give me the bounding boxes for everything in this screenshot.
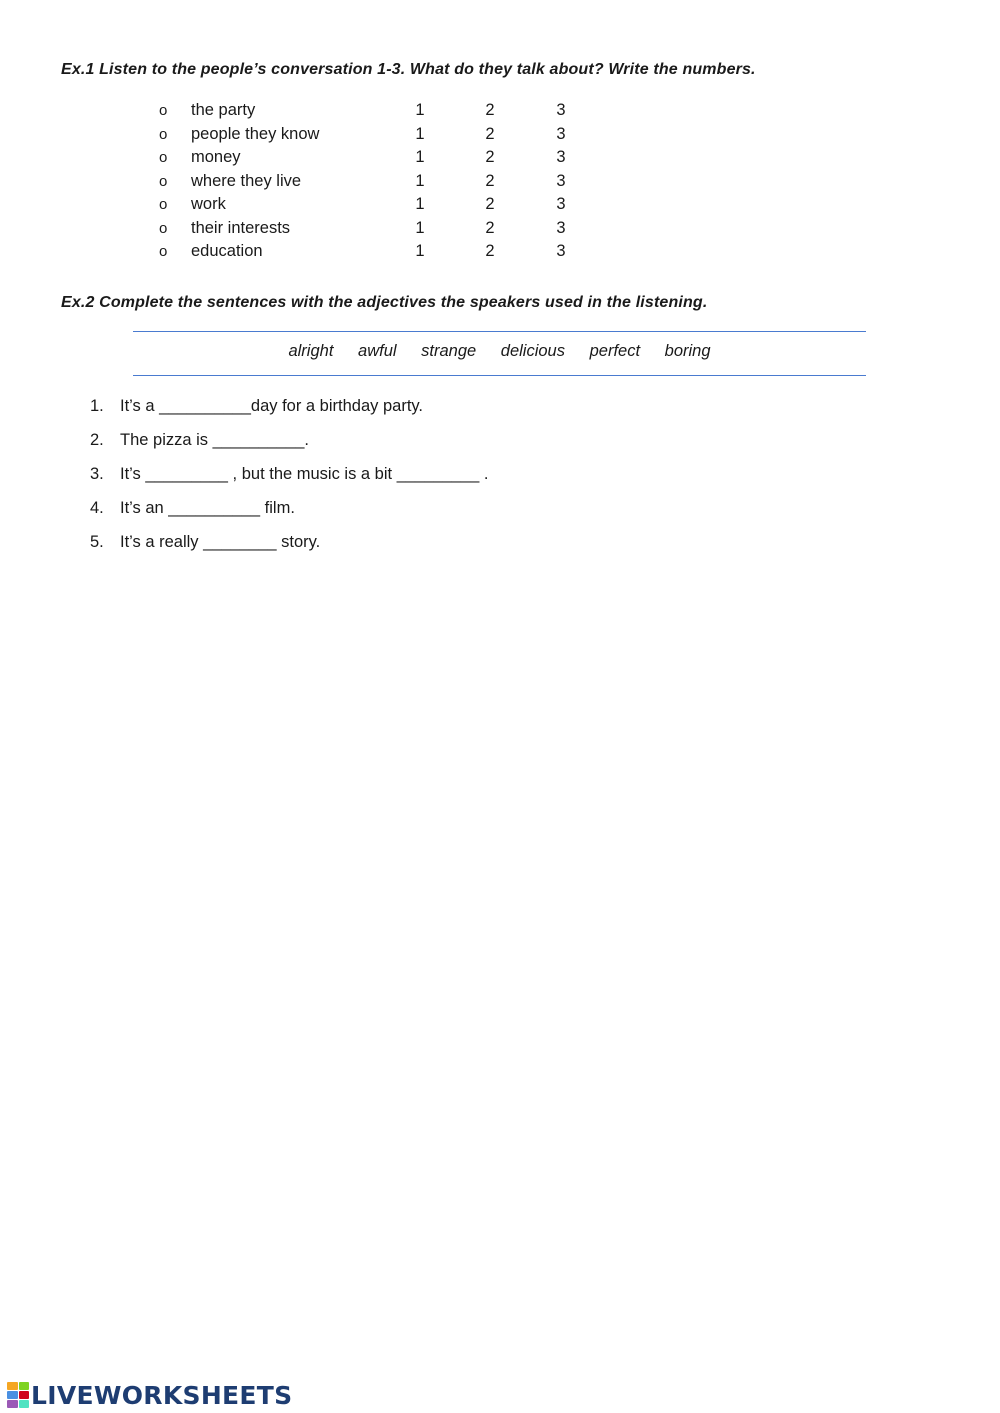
- bullet-icon: o: [159, 172, 168, 190]
- bullet-icon: o: [159, 125, 168, 143]
- option-1[interactable]: 1: [415, 124, 425, 143]
- logo-block: [19, 1382, 30, 1390]
- bullet-icon: o: [159, 149, 168, 166]
- word-bank-row: [133, 342, 866, 361]
- option-2[interactable]: 2: [485, 171, 495, 190]
- sentence-item: [90, 394, 690, 428]
- option-2[interactable]: 2: [485, 195, 495, 213]
- topic-label: education: [191, 242, 263, 260]
- exercise-1-topic-list: [158, 99, 598, 264]
- topic-label: their interests: [191, 218, 291, 237]
- topic-label: people they know: [191, 124, 320, 143]
- word-bank-item: alright: [288, 342, 334, 360]
- sentence-number: 1.: [90, 397, 104, 415]
- sentence-number: 5.: [90, 533, 104, 551]
- sentence-text[interactable]: It’s _________ , but the music is a bit _________ .: [120, 465, 489, 483]
- option-2[interactable]: 2: [485, 148, 495, 166]
- list-item: [158, 217, 598, 241]
- word-bank-item: delicious: [500, 342, 565, 360]
- topic-label: where they live: [191, 171, 302, 190]
- list-item: [158, 170, 598, 194]
- sentence-item: [90, 462, 690, 496]
- list-item: [158, 193, 598, 217]
- bullet-icon: o: [159, 102, 168, 119]
- option-3[interactable]: 3: [556, 148, 566, 166]
- exercise-2-sentence-list: [90, 394, 690, 564]
- topic-label: the party: [191, 101, 256, 119]
- option-3[interactable]: 3: [556, 242, 566, 260]
- logo-block: [7, 1391, 18, 1399]
- sentence-number: 4.: [90, 499, 104, 517]
- option-3[interactable]: 3: [556, 218, 566, 237]
- list-item: [158, 123, 598, 147]
- list-item: [158, 99, 598, 123]
- word-bank: [133, 331, 866, 376]
- logo-block: [19, 1400, 30, 1408]
- option-1[interactable]: 1: [415, 148, 425, 166]
- sentence-text[interactable]: The pizza is __________.: [120, 431, 309, 449]
- liveworksheets-logo: [7, 1378, 292, 1412]
- option-3[interactable]: 3: [556, 124, 566, 143]
- list-item: [158, 240, 598, 264]
- word-bank-item: awful: [358, 342, 397, 360]
- word-bank-item: perfect: [589, 342, 641, 360]
- sentence-text[interactable]: It’s a really ________ story.: [120, 533, 321, 551]
- option-2[interactable]: 2: [485, 218, 495, 237]
- option-2[interactable]: 2: [485, 124, 495, 143]
- word-bank-item: strange: [421, 342, 477, 360]
- sentence-item: [90, 496, 690, 530]
- bullet-icon: o: [159, 219, 168, 237]
- option-2[interactable]: 2: [485, 101, 495, 119]
- logo-block: [7, 1382, 18, 1390]
- option-1[interactable]: 1: [415, 171, 425, 190]
- option-3[interactable]: 3: [556, 101, 566, 119]
- sentence-number: 2.: [90, 431, 104, 449]
- list-item: [158, 146, 598, 170]
- bullet-icon: o: [159, 196, 168, 213]
- sentence-text[interactable]: It’s a __________day for a birthday party.: [120, 397, 424, 415]
- sentence-item: [90, 530, 690, 564]
- topic-label: work: [191, 195, 226, 213]
- sentence-number: 3.: [90, 465, 104, 483]
- option-3[interactable]: 3: [556, 171, 566, 190]
- option-2[interactable]: 2: [485, 242, 495, 260]
- option-1[interactable]: 1: [415, 195, 425, 213]
- logo-block: [7, 1400, 18, 1408]
- logo-block: [19, 1391, 30, 1399]
- option-1[interactable]: 1: [415, 101, 425, 119]
- liveworksheets-logo-icon: [7, 1382, 29, 1408]
- word-bank-item: boring: [664, 342, 711, 360]
- option-3[interactable]: 3: [556, 195, 566, 213]
- sentence-text[interactable]: It’s an __________ film.: [120, 499, 295, 517]
- exercise-2-title: Ex.2 Complete the sentences with the adjectives the speakers used in the listening.: [61, 294, 708, 311]
- topic-label: money: [191, 148, 241, 166]
- sentence-item: [90, 428, 690, 462]
- option-1[interactable]: 1: [415, 218, 425, 237]
- exercise-1-title: Ex.1 Listen to the people’s conversation 1-3. What do they talk about? Write the numbers.: [61, 61, 756, 78]
- bullet-icon: o: [159, 243, 168, 260]
- option-1[interactable]: 1: [415, 242, 425, 260]
- brand-name: LIVEWORKSHEETS: [31, 1380, 293, 1410]
